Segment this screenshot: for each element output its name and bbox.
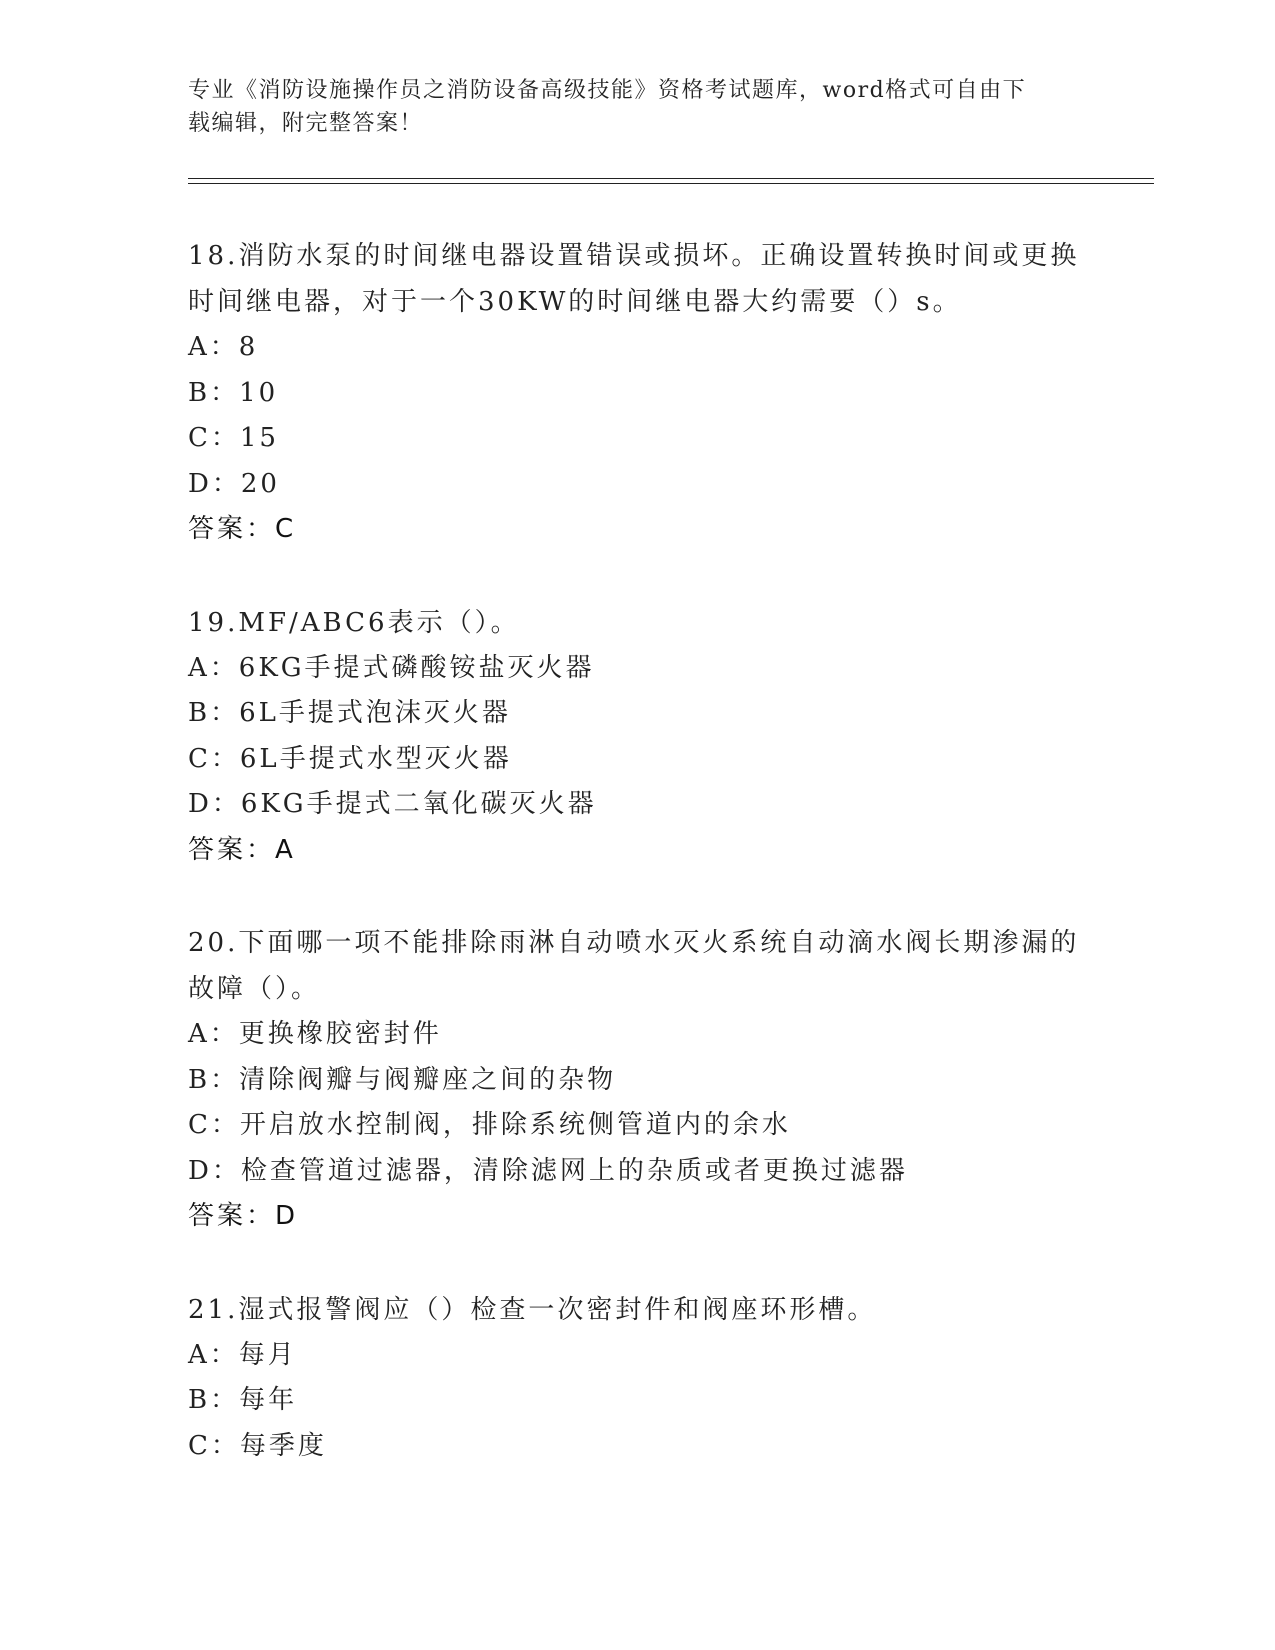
option-c: C：每季度 <box>188 1430 327 1461</box>
answer-value: C <box>275 514 295 544</box>
question-19 <box>188 600 1088 874</box>
answer-label: 答案： <box>188 834 276 865</box>
question-21 <box>188 1287 1088 1470</box>
header-divider-top <box>188 178 1154 179</box>
answer-value: D <box>275 1201 297 1231</box>
intro-line-1: 专业《消防设施操作员之消防设备高级技能》资格考试题库，word格式可自由下 <box>188 78 1027 103</box>
question-stem: 20.下面哪一项不能排除雨淋自动喷水灭火系统自动滴水阀长期渗漏的故障（）。 <box>188 928 1080 1004</box>
question-stem: 18.消防水泵的时间继电器设置错误或损坏。正确设置转换时间或更换时间继电器，对于一个30KW的时间继电器大约需要（）s。 <box>188 241 1080 317</box>
question-18 <box>188 233 1088 553</box>
option-a: A：更换橡胶密封件 <box>188 1019 442 1049</box>
header-divider-bottom <box>188 183 1154 184</box>
option-c: C：15 <box>188 423 279 453</box>
option-a: A：8 <box>188 332 259 362</box>
answer <box>188 828 1088 874</box>
answer-value: A <box>275 834 294 865</box>
option-b: B：10 <box>188 377 279 408</box>
option-b: B：清除阀瓣与阀瓣座之间的杂物 <box>188 1064 617 1095</box>
answer <box>188 507 1088 553</box>
option-d: D：6KG手提式二氧化碳灭火器 <box>188 789 597 819</box>
intro-line-2: 载编辑，附完整答案！ <box>188 111 424 136</box>
question-stem: 19.MF/ABC6表示（）。 <box>188 607 520 638</box>
option-d: D：20 <box>188 468 280 499</box>
question-stem: 21.湿式报警阀应（）检查一次密封件和阀座环形槽。 <box>188 1294 877 1325</box>
option-d: D：检查管道过滤器，清除滤网上的杂质或者更换过滤器 <box>188 1155 908 1186</box>
answer-label: 答案： <box>188 514 276 544</box>
option-a: A：6KG手提式磷酸铵盐灭火器 <box>188 652 595 683</box>
option-a: A：每月 <box>188 1339 297 1370</box>
option-b: B：每年 <box>188 1385 298 1415</box>
option-b: B：6L手提式泡沫灭火器 <box>188 698 511 728</box>
question-20 <box>188 920 1088 1240</box>
document-intro <box>188 74 1088 140</box>
option-c: C：开启放水控制阀，排除系统侧管道内的余水 <box>188 1110 791 1140</box>
question-list <box>188 233 1088 1516</box>
answer <box>188 1194 1088 1240</box>
answer-label: 答案： <box>188 1201 276 1231</box>
option-c: C：6L手提式水型灭火器 <box>188 743 512 774</box>
